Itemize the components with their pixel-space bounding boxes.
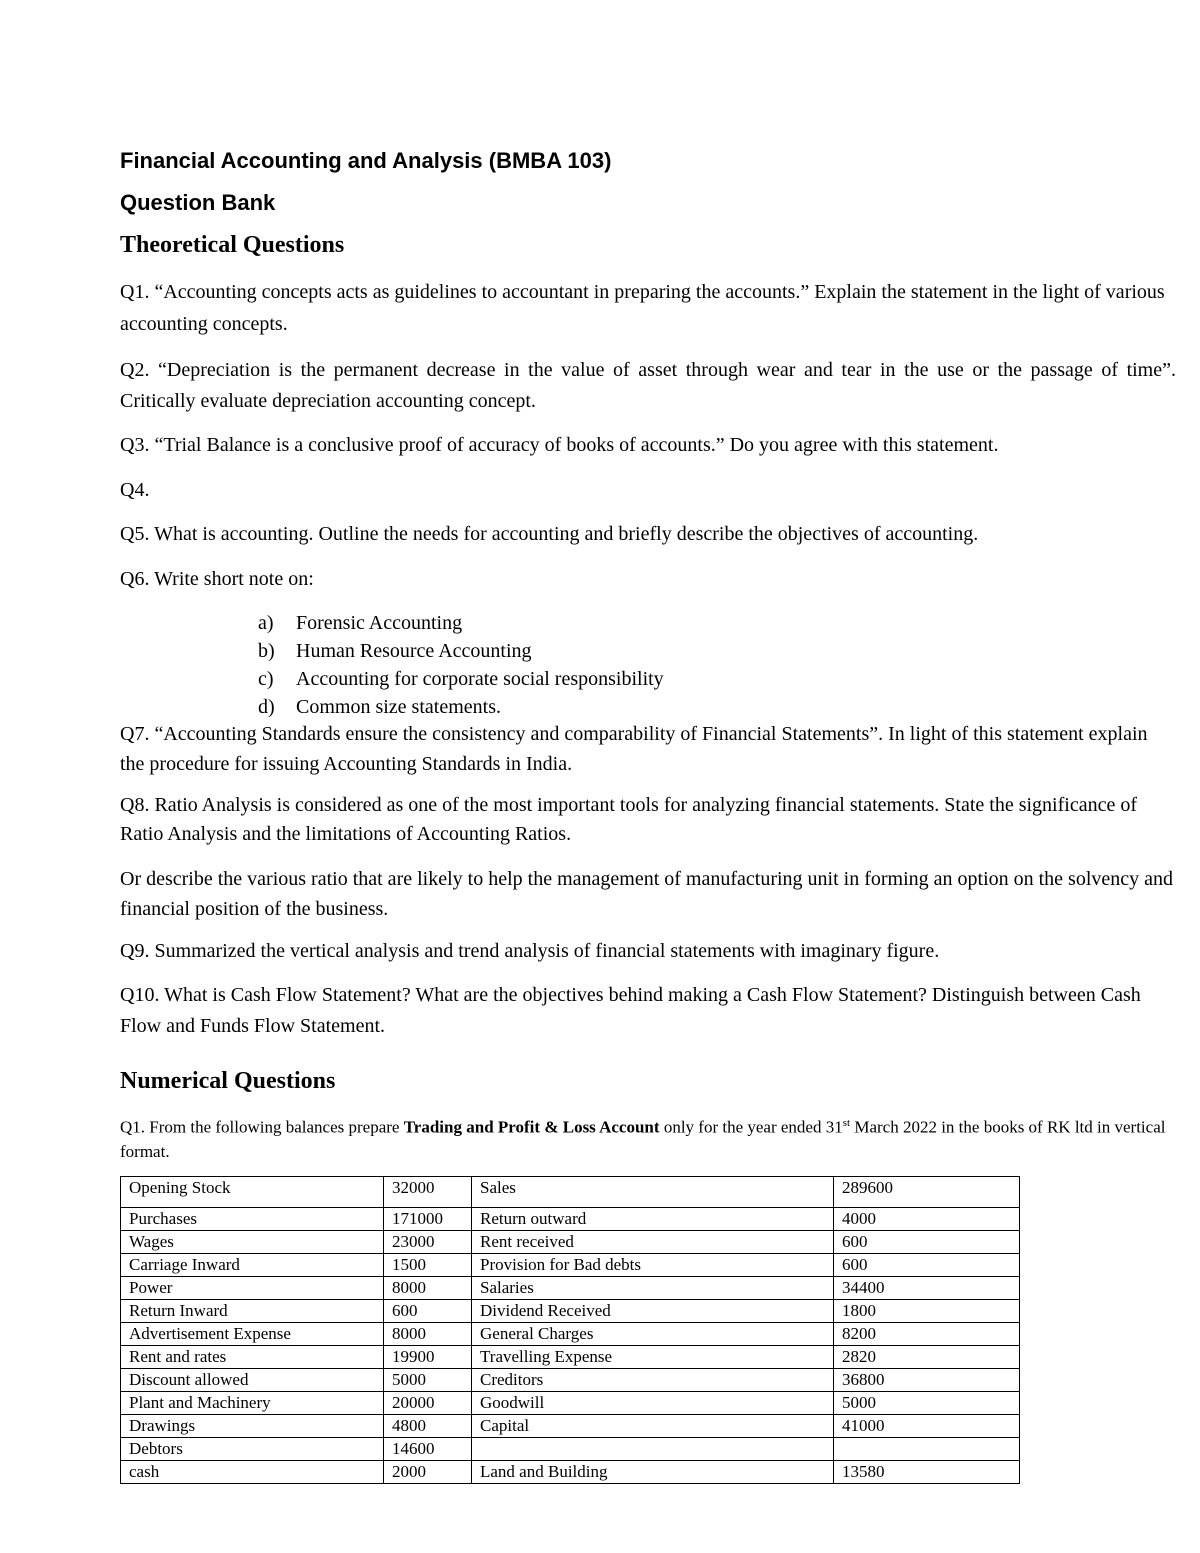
debit-item-amount: 14600 [384, 1437, 472, 1460]
credit-item-name: Dividend Received [472, 1299, 834, 1322]
debit-item-name: Discount allowed [121, 1368, 384, 1391]
nq1-text-start: Q1. From the following balances prepare [120, 1117, 404, 1137]
nq1-text-mid: only for the year ended 31 [659, 1117, 843, 1137]
list-marker: d) [258, 696, 275, 718]
list-item [258, 665, 1176, 693]
table-row [121, 1207, 1020, 1230]
list-item [258, 637, 1176, 665]
credit-item-name: Travelling Expense [472, 1345, 834, 1368]
credit-item-name: Sales [472, 1176, 834, 1207]
question-7: Q7. “Accounting Standards ensure the consistency and comparability of Financial Statements”. In light of this statement explain the procedure for issuing Accounting Standards in India. [120, 723, 1148, 775]
debit-item-amount: 20000 [384, 1391, 472, 1414]
list-text: Forensic Accounting [296, 612, 463, 634]
table-row [121, 1391, 1020, 1414]
table-row [121, 1230, 1020, 1253]
question-2: Q2. “Depreciation is the permanent decrease in the value of asset through wear and tear in the use or the passage of time”. Critically evaluate depreciation accounting concept. [120, 359, 1176, 412]
question-6: Q6. Write short note on: [120, 568, 314, 590]
list-item [258, 693, 1176, 721]
credit-item-name: Land and Building [472, 1460, 834, 1483]
debit-item-amount: 32000 [384, 1176, 472, 1207]
credit-item-name: Provision for Bad debts [472, 1253, 834, 1276]
credit-item-amount: 41000 [834, 1414, 1020, 1437]
numerical-question-1 [120, 1111, 1176, 1164]
debit-item-name: Rent and rates [121, 1345, 384, 1368]
credit-item-amount: 1800 [834, 1299, 1020, 1322]
credit-item-amount: 5000 [834, 1391, 1020, 1414]
question-10: Q10. What is Cash Flow Statement? What are the objectives behind making a Cash Flow Statement? Distinguish between Cash Flow and Funds Flow Statement. [120, 984, 1141, 1037]
nq1-bold-text: Trading and Profit & Loss Account [403, 1117, 660, 1137]
question-3: Q3. “Trial Balance is a conclusive proof of accuracy of books of accounts.” Do you agree with this statement. [120, 434, 999, 456]
table-row [121, 1253, 1020, 1276]
list-marker: a) [258, 612, 274, 634]
table-row [121, 1345, 1020, 1368]
debit-item-name: Debtors [121, 1437, 384, 1460]
debit-item-name: cash [121, 1460, 384, 1483]
debit-item-amount: 8000 [384, 1322, 472, 1345]
list-item [258, 609, 1176, 637]
credit-item-amount: 600 [834, 1253, 1020, 1276]
debit-item-name: Purchases [121, 1207, 384, 1230]
credit-item-amount: 600 [834, 1230, 1020, 1253]
list-marker: b) [258, 640, 275, 662]
list-marker: c) [258, 668, 274, 690]
debit-item-amount: 171000 [384, 1207, 472, 1230]
credit-item-name: Capital [472, 1414, 834, 1437]
credit-item-amount: 34400 [834, 1276, 1020, 1299]
debit-item-name: Drawings [121, 1414, 384, 1437]
theory-heading: Theoretical Questions [120, 232, 345, 258]
debit-item-name: Power [121, 1276, 384, 1299]
table-row [121, 1368, 1020, 1391]
balances-table-body [121, 1176, 1020, 1483]
debit-item-name: Advertisement Expense [121, 1322, 384, 1345]
credit-item-amount: 289600 [834, 1176, 1020, 1207]
credit-item-amount: 13580 [834, 1460, 1020, 1483]
question-5: Q5. What is accounting. Outline the needs for accounting and briefly describe the objectives of accounting. [120, 523, 979, 545]
credit-item-name: Return outward [472, 1207, 834, 1230]
question-6-list [120, 609, 1176, 721]
table-row [121, 1322, 1020, 1345]
numerical-heading: Numerical Questions [120, 1068, 336, 1094]
list-text: Common size statements. [296, 696, 501, 718]
table-row [121, 1414, 1020, 1437]
credit-item-name: Creditors [472, 1368, 834, 1391]
debit-item-name: Return Inward [121, 1299, 384, 1322]
balances-table [120, 1176, 1020, 1484]
credit-item-name: General Charges [472, 1322, 834, 1345]
table-row [121, 1299, 1020, 1322]
document-subtitle: Question Bank [120, 190, 276, 215]
nq1-superscript: st [842, 1117, 851, 1129]
debit-item-amount: 23000 [384, 1230, 472, 1253]
table-row [121, 1437, 1020, 1460]
credit-item-amount: 36800 [834, 1368, 1020, 1391]
table-row [121, 1460, 1020, 1483]
debit-item-amount: 1500 [384, 1253, 472, 1276]
credit-item-name: Salaries [472, 1276, 834, 1299]
question-4: Q4. [120, 479, 150, 501]
credit-item-amount: 4000 [834, 1207, 1020, 1230]
debit-item-amount: 4800 [384, 1414, 472, 1437]
document-title: Financial Accounting and Analysis (BMBA 103) [120, 148, 612, 173]
question-9: Q9. Summarized the vertical analysis and trend analysis of financial statements with imaginary figure. [120, 940, 940, 962]
debit-item-amount: 8000 [384, 1276, 472, 1299]
question-8: Q8. Ratio Analysis is considered as one of the most important tools for analyzing financial statements. State the significance of Ratio Analysis and the limitations of Accounting Ratios. [120, 794, 1137, 845]
list-text: Accounting for corporate social responsibility [296, 668, 664, 690]
debit-item-amount: 19900 [384, 1345, 472, 1368]
table-row [121, 1176, 1020, 1207]
question-1: Q1. “Accounting concepts acts as guidelines to accountant in preparing the accounts.” Explain the statement in the light of various accounting concepts. [120, 281, 1165, 335]
debit-item-name: Plant and Machinery [121, 1391, 384, 1414]
debit-item-name: Opening Stock [121, 1176, 384, 1207]
document-page [120, 145, 1176, 1484]
nq1-text-end: March 2022 in the books of RK ltd in vertical format. [120, 1117, 1166, 1161]
credit-item-amount: 2820 [834, 1345, 1020, 1368]
debit-item-name: Wages [121, 1230, 384, 1253]
debit-item-amount: 600 [384, 1299, 472, 1322]
question-8-alternative: Or describe the various ratio that are likely to help the management of manufacturing unit in forming an option on the solvency and financial position of the business. [120, 868, 1174, 920]
credit-item-name: Goodwill [472, 1391, 834, 1414]
table-row [121, 1276, 1020, 1299]
list-text: Human Resource Accounting [296, 640, 532, 662]
debit-item-name: Carriage Inward [121, 1253, 384, 1276]
credit-item-name [472, 1437, 834, 1460]
credit-item-name: Rent received [472, 1230, 834, 1253]
credit-item-amount [834, 1437, 1020, 1460]
credit-item-amount: 8200 [834, 1322, 1020, 1345]
debit-item-amount: 5000 [384, 1368, 472, 1391]
debit-item-amount: 2000 [384, 1460, 472, 1483]
